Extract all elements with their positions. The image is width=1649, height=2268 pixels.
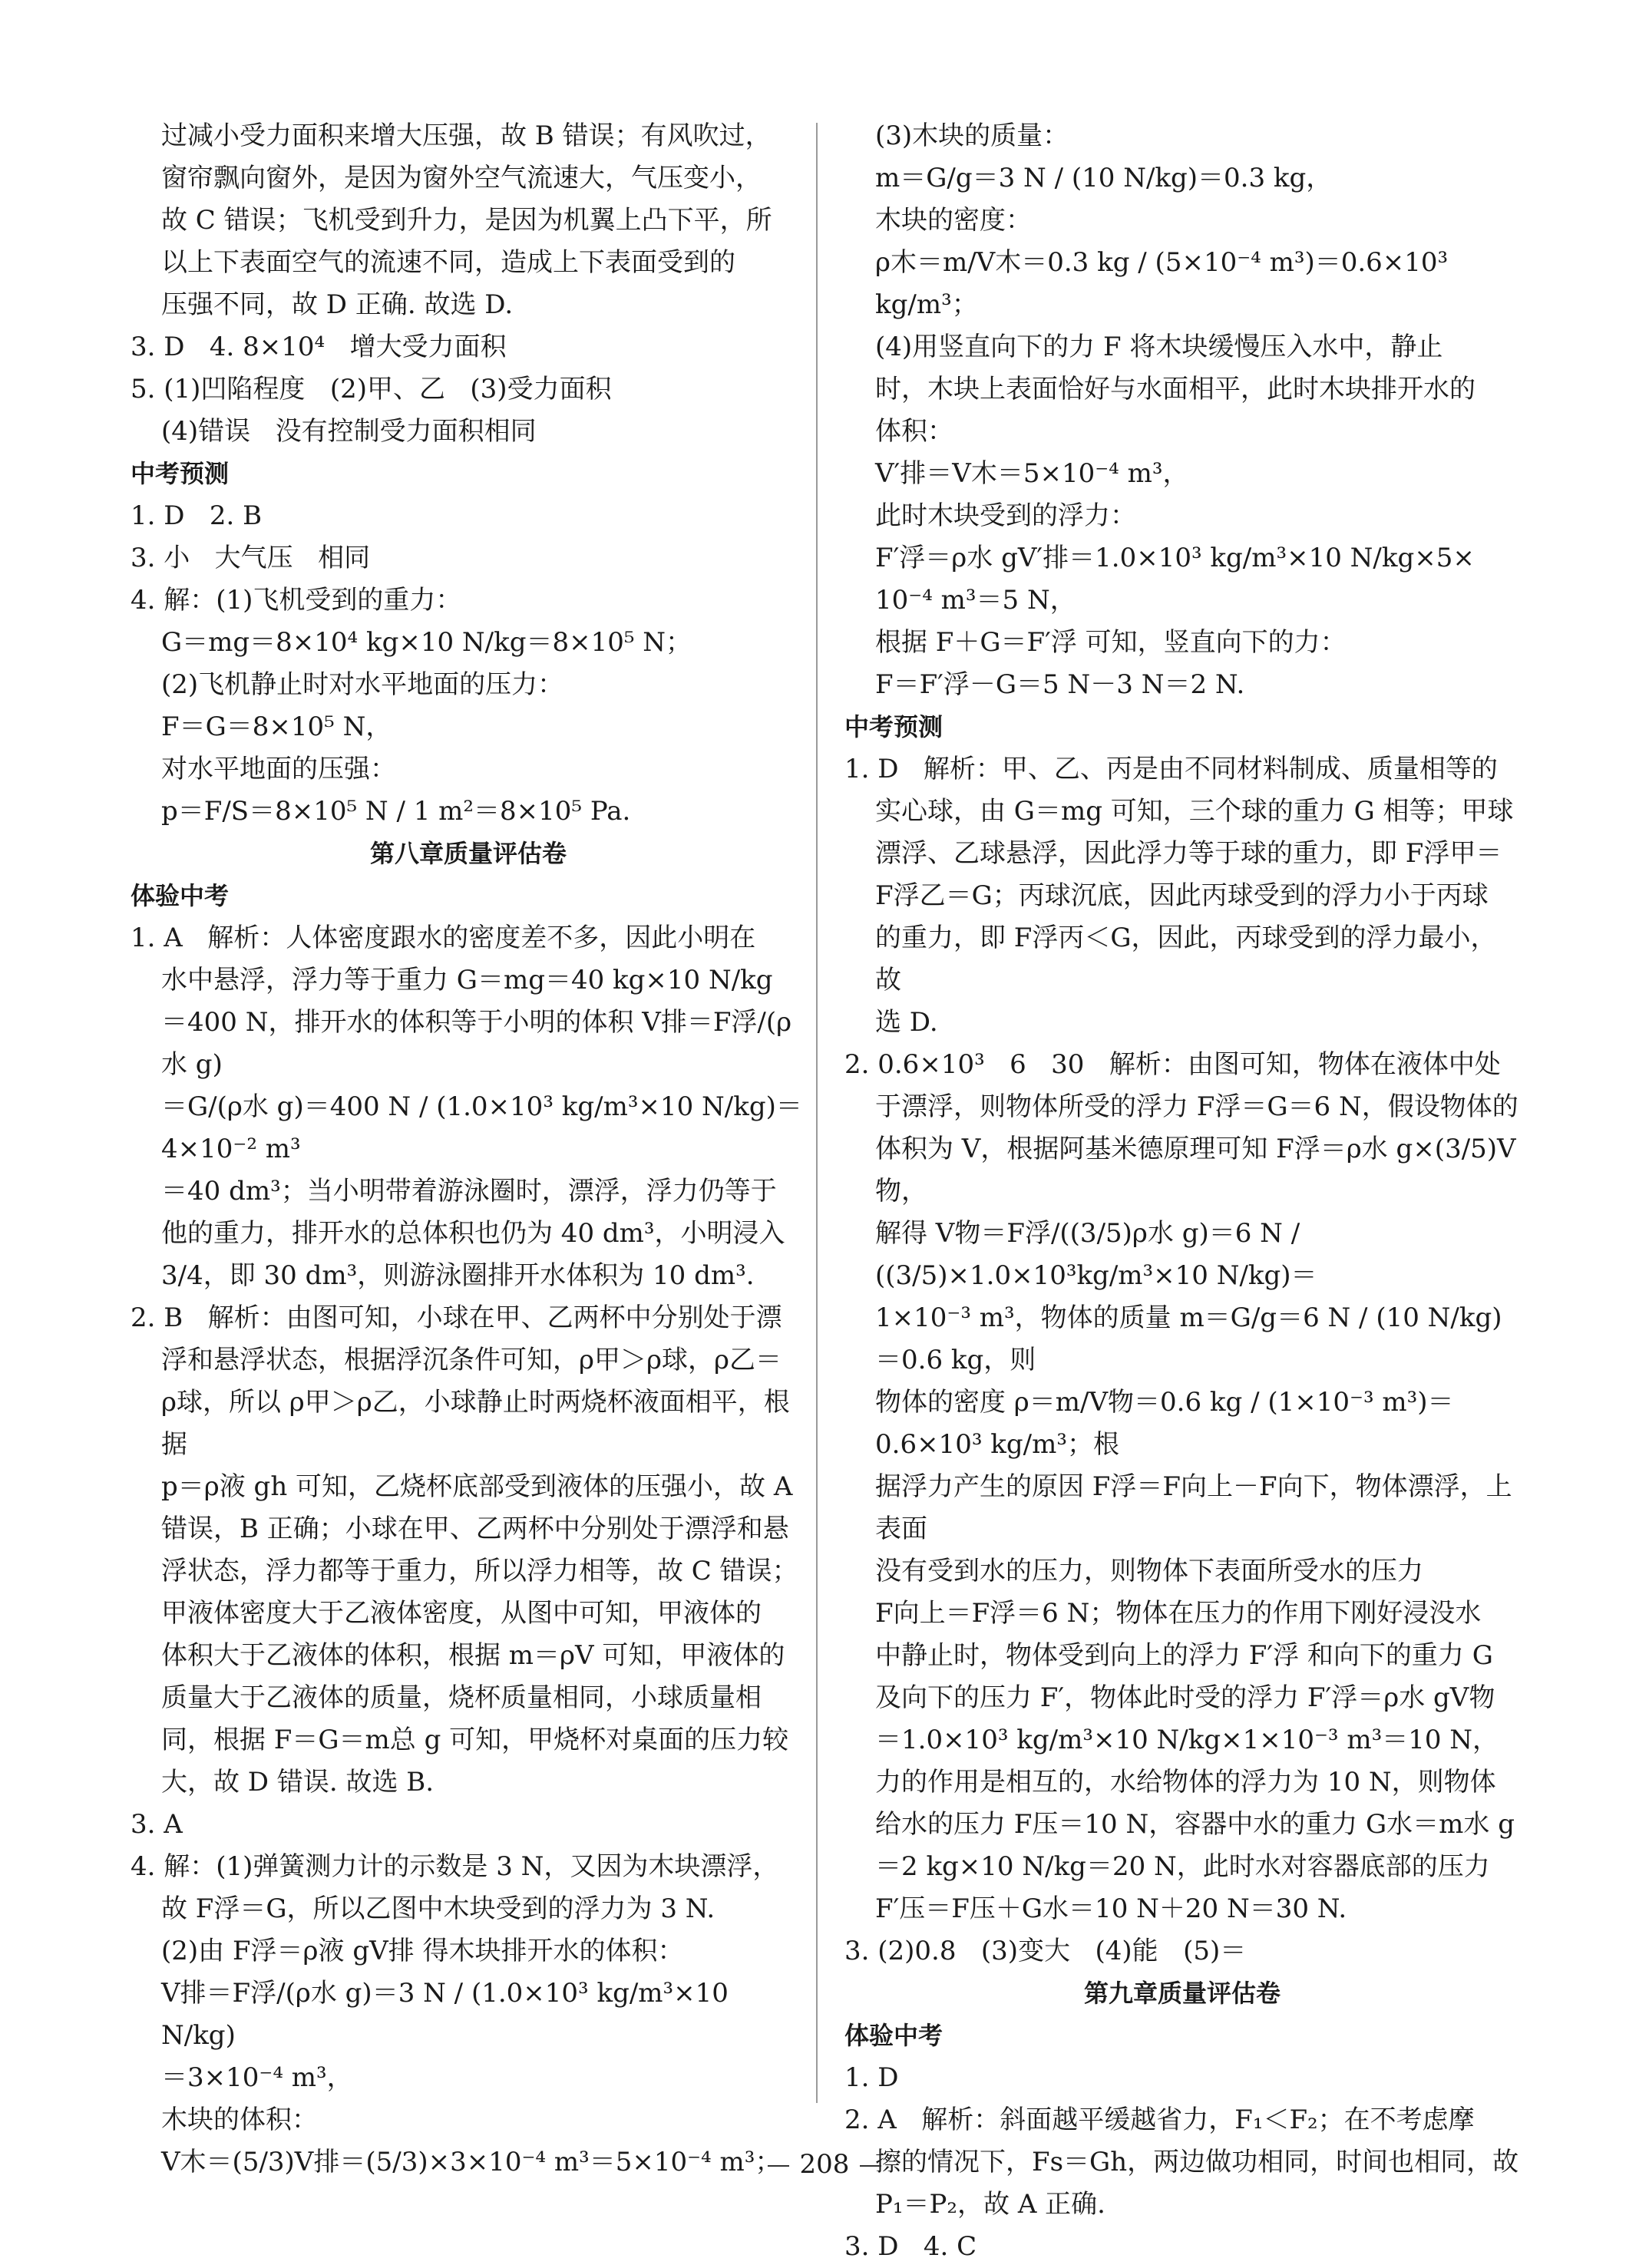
text-line: F′压＝F压＋G水＝10 N＋20 N＝30 N.: [875, 1893, 1347, 1924]
text-line: F′浮＝ρ水 gV′排＝1.0×10³ kg/m³×10 N/kg×5×: [875, 543, 1475, 573]
text-line: 根据 F＋G＝F′浮 可知，竖直向下的力：: [875, 627, 1347, 658]
text-line: 过减小受力面积来增大压强，故 B 错误；有风吹过，: [161, 120, 772, 151]
text-line: 大，故 D 错误. 故选 B.: [161, 1767, 435, 1798]
text-line: 给水的压力 F压＝10 N，容器中水的重力 G水＝m水 g: [875, 1809, 1515, 1840]
text-line: 故 C 错误；飞机受到升力，是因为机翼上凸下平，所: [161, 205, 772, 236]
text-line: 选 D.: [875, 1007, 938, 1038]
subsection-heading: 中考预测: [131, 459, 230, 488]
text-line: 漂浮、乙球悬浮，因此浮力等于球的重力，即 F浮甲＝: [875, 838, 1502, 869]
text-line: V排＝F浮/(ρ水 g)＝3 N / (1.0×10³ kg/m³×10 N/kg): [161, 1978, 737, 2051]
text-line: 浮状态，浮力都等于重力，所以浮力相等，故 C 错误；: [161, 1556, 798, 1586]
subsection-heading: 中考预测: [844, 712, 943, 741]
text-line: 4. 解：(1)飞机受到的重力：: [131, 585, 462, 616]
dash-right: [860, 2165, 881, 2167]
text-line: (2)飞机静止时对水平地面的压力：: [161, 669, 564, 700]
text-line: 2. B 解析：由图可知，小球在甲、乙两杯中分别处于漂: [131, 1302, 782, 1333]
text-line: 故 F浮＝G，所以乙图中木块受到的浮力为 3 N.: [161, 1893, 715, 1924]
text-line: 3/4，即 30 dm³，则游泳圈排开水体积为 10 dm³.: [161, 1260, 755, 1291]
text-line: 中静止时，物体受到向上的浮力 F′浮 和向下的重力 G: [875, 1640, 1493, 1671]
text-line: 物体的密度 ρ＝m/V物＝0.6 kg / (1×10⁻³ m³)＝0.6×10³ kg/m³；根: [875, 1387, 1454, 1460]
text-line: 实心球，由 G＝mg 可知，三个球的重力 G 相等；甲球: [875, 796, 1514, 827]
subsection-heading: 体验中考: [131, 881, 230, 910]
left-column: [131, 115, 806, 2184]
text-line: 没有受到水的压力，则物体下表面所受水的压力: [875, 1556, 1423, 1586]
text-line: 1. D: [844, 2062, 899, 2093]
text-line: (3)木块的质量：: [875, 120, 1069, 151]
text-line: 错误，B 正确；小球在甲、乙两杯中分别处于漂浮和悬: [161, 1514, 789, 1544]
text-line: ＝G/(ρ水 g)＝400 N / (1.0×10³ kg/m³×10 N/kg)＝4×10⁻² m³: [161, 1091, 802, 1164]
text-line: ＝3×10⁻⁴ m³，: [161, 2062, 353, 2093]
text-line: p＝ρ液 gh 可知，乙烧杯底部受到液体的压强小，故 A: [161, 1471, 793, 1502]
text-line: 同，根据 F＝G＝m总 g 可知，甲烧杯对桌面的压力较: [161, 1725, 789, 1755]
text-line: 以上下表面空气的流速不同，造成上下表面受到的: [161, 247, 735, 278]
text-line: 此时木块受到的浮力：: [875, 500, 1136, 531]
section-title: 第九章质量评估卷: [1083, 1979, 1281, 2008]
text-line: (4)用竖直向下的力 F 将木块缓慢压入水中，静止: [875, 332, 1443, 362]
text-line: P₁＝P₂，故 A 正确.: [875, 2189, 1105, 2220]
section-title: 第八章质量评估卷: [369, 839, 567, 868]
text-line: 3. D 4. C: [844, 2231, 977, 2262]
text-line: ＝2 kg×10 N/kg＝20 N，此时水对容器底部的压力: [875, 1851, 1490, 1882]
page-footer: [0, 2149, 1649, 2180]
text-line: 1. D 解析：甲、乙、丙是由不同材料制成、质量相等的: [844, 754, 1498, 784]
text-line: 据浮力产生的原因 F浮＝F向上－F向下，物体漂浮，上表面: [875, 1471, 1512, 1544]
text-line: 体积：: [875, 416, 953, 447]
text-line: 甲液体密度大于乙液体密度，从图中可知，甲液体的: [161, 1598, 762, 1629]
text-line: 体积为 V，根据阿基米德原理可知 F浮＝ρ水 g×(3/5)V物，: [875, 1134, 1516, 1207]
text-line: 1. D 2. B: [131, 500, 263, 531]
text-line: V木＝(5/3)V排＝(5/3)×3×10⁻⁴ m³＝5×10⁻⁴ m³；: [161, 2147, 782, 2177]
text-line: 木块的密度：: [875, 205, 1032, 236]
text-line: 时，木块上表面恰好与水面相平，此时木块排开水的: [875, 374, 1476, 404]
text-line: V′排＝V木＝5×10⁻⁴ m³，: [875, 458, 1189, 489]
text-line: ρ木＝m/V木＝0.3 kg / (5×10⁻⁴ m³)＝0.6×10³ kg/m³；: [875, 247, 1456, 320]
text-line: (2)由 F浮＝ρ液 gV排 得木块排开水的体积：: [161, 1936, 684, 1966]
text-line: 窗帘飘向窗外，是因为窗外空气流速大，气压变小，: [161, 163, 762, 193]
text-line: 10⁻⁴ m³＝5 N，: [875, 585, 1076, 616]
text-line: 的重力，即 F浮丙＜G，因此，丙球受到的浮力最小，故: [875, 923, 1497, 995]
text-line: F＝F′浮－G＝5 N－3 N＝2 N.: [875, 669, 1245, 700]
text-line: 于漂浮，则物体所受的浮力 F浮＝G＝6 N，假设物体的: [875, 1091, 1518, 1122]
text-line: 对水平地面的压强：: [161, 754, 396, 784]
text-line: 体积大于乙液体的体积，根据 m＝ρV 可知，甲液体的: [161, 1640, 785, 1671]
text-line: 及向下的压力 F′，物体此时受的浮力 F′浮＝ρ水 gV物: [875, 1682, 1495, 1713]
text-line: 他的重力，排开水的总体积也仍为 40 dm³，小明浸入: [161, 1218, 785, 1249]
dash-left: [768, 2165, 789, 2167]
text-line: 5. (1)凹陷程度 (2)甲、乙 (3)受力面积: [131, 374, 612, 404]
text-line: ρ球，所以 ρ甲＞ρ乙，小球静止时两烧杯液面相平，根据: [161, 1387, 790, 1460]
text-line: 2. 0.6×10³ 6 30 解析：由图可知，物体在液体中处: [844, 1049, 1501, 1080]
text-line: 2. A 解析：斜面越平缓越省力，F₁＜F₂；在不考虑摩: [844, 2105, 1475, 2135]
text-line: 压强不同，故 D 正确. 故选 D.: [161, 289, 514, 320]
text-line: F向上＝F浮＝6 N；物体在压力的作用下刚好浸没水: [875, 1598, 1482, 1629]
text-line: 1×10⁻³ m³，物体的质量 m＝G/g＝6 N / (10 N/kg)＝0.6 kg，则: [875, 1302, 1502, 1375]
text-line: ＝1.0×10³ kg/m³×10 N/kg×1×10⁻³ m³＝10 N，: [875, 1725, 1499, 1755]
text-line: 解得 V物＝F浮/((3/5)ρ水 g)＝6 N / ((3/5)×1.0×10³kg/m³×10 N/kg)＝: [875, 1218, 1317, 1291]
text-line: F浮乙＝G；丙球沉底，因此丙球受到的浮力小于丙球: [875, 880, 1489, 911]
text-line: m＝G/g＝3 N / (10 N/kg)＝0.3 kg，: [875, 163, 1333, 193]
text-line: 质量大于乙液体的质量，烧杯质量相同，小球质量相: [161, 1682, 762, 1713]
text-line: 3. A: [131, 1809, 183, 1840]
text-line: 4. 解：(1)弹簧测力计的示数是 3 N，又因为木块漂浮，: [131, 1851, 779, 1882]
text-line: 3. (2)0.8 (3)变大 (4)能 (5)＝: [844, 1936, 1247, 1966]
right-column: [844, 115, 1520, 2268]
text-line: G＝mg＝8×10⁴ kg×10 N/kg＝8×10⁵ N；: [161, 627, 692, 658]
text-line: 水中悬浮，浮力等于重力 G＝mg＝40 kg×10 N/kg: [161, 965, 773, 995]
text-line: (4)错误 没有控制受力面积相同: [161, 416, 537, 447]
page-number: 208: [799, 2149, 850, 2180]
subsection-heading: 体验中考: [844, 2021, 943, 2050]
text-line: 力的作用是相互的，水给物体的浮力为 10 N，则物体: [875, 1767, 1496, 1798]
text-line: 擦的情况下，Fs＝Gh，两边做功相同，时间也相同，故: [875, 2147, 1519, 2177]
text-line: F＝G＝8×10⁵ N，: [161, 711, 392, 742]
text-line: 3. D 4. 8×10⁴ 增大受力面积: [131, 332, 507, 362]
text-line: 浮和悬浮状态，根据浮沉条件可知，ρ甲＞ρ球，ρ乙＝: [161, 1345, 782, 1375]
text-line: 3. 小 大气压 相同: [131, 543, 371, 573]
text-line: ＝400 N，排开水的体积等于小明的体积 V排＝F浮/(ρ水 g): [161, 1007, 792, 1080]
text-line: ＝40 dm³；当小明带着游泳圈时，漂浮，浮力仍等于: [161, 1176, 777, 1207]
text-line: 1. A 解析：人体密度跟水的密度差不多，因此小明在: [131, 923, 756, 953]
text-line: 木块的体积：: [161, 2105, 318, 2135]
text-line: p＝F/S＝8×10⁵ N / 1 m²＝8×10⁵ Pa.: [161, 796, 631, 827]
column-divider: [816, 123, 818, 2103]
